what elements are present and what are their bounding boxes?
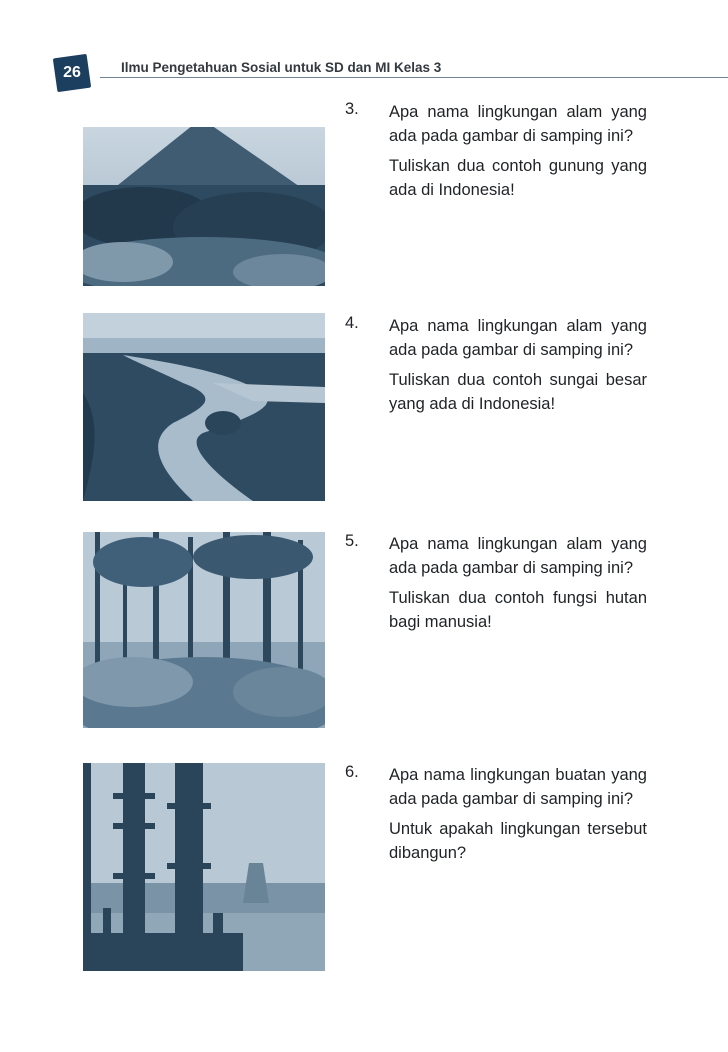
question-prompt: Apa nama lingkungan alam yang ada pada gambar di samping ini?	[389, 317, 647, 359]
question-number: 5.	[345, 532, 359, 550]
forest-photo	[83, 532, 325, 728]
running-header-title: Ilmu Pengetahuan Sosial untuk SD dan MI Kelas 3	[121, 60, 442, 75]
question-prompt: Apa nama lingkungan alam yang ada pada gambar di samping ini?	[389, 535, 647, 577]
question-number: 6.	[345, 763, 359, 781]
question-task: Tuliskan dua contoh fungsi hutan bagi manusia!	[389, 589, 647, 631]
question-prompt: Apa nama lingkungan alam yang ada pada gambar di samping ini?	[389, 103, 647, 145]
question-prompt: Apa nama lingkungan buatan yang ada pada gambar di samping ini?	[389, 766, 647, 808]
question-number: 4.	[345, 314, 359, 332]
question-number: 3.	[345, 100, 359, 118]
volcano-photo	[83, 127, 325, 286]
river-photo	[83, 313, 325, 501]
question-task: Tuliskan dua contoh sungai besar yang ada di Indonesia!	[389, 371, 647, 413]
page-number: 26	[63, 64, 81, 81]
factory-photo	[83, 763, 325, 971]
header-divider	[100, 77, 728, 78]
question-text-block	[389, 532, 647, 640]
question-text-block	[389, 100, 647, 208]
question-task: Tuliskan dua contoh gunung yang ada di Indonesia!	[389, 157, 647, 199]
question-task: Untuk apakah lingkungan tersebut dibangun?	[389, 820, 647, 862]
question-text-block	[389, 763, 647, 871]
question-text-block	[389, 314, 647, 422]
